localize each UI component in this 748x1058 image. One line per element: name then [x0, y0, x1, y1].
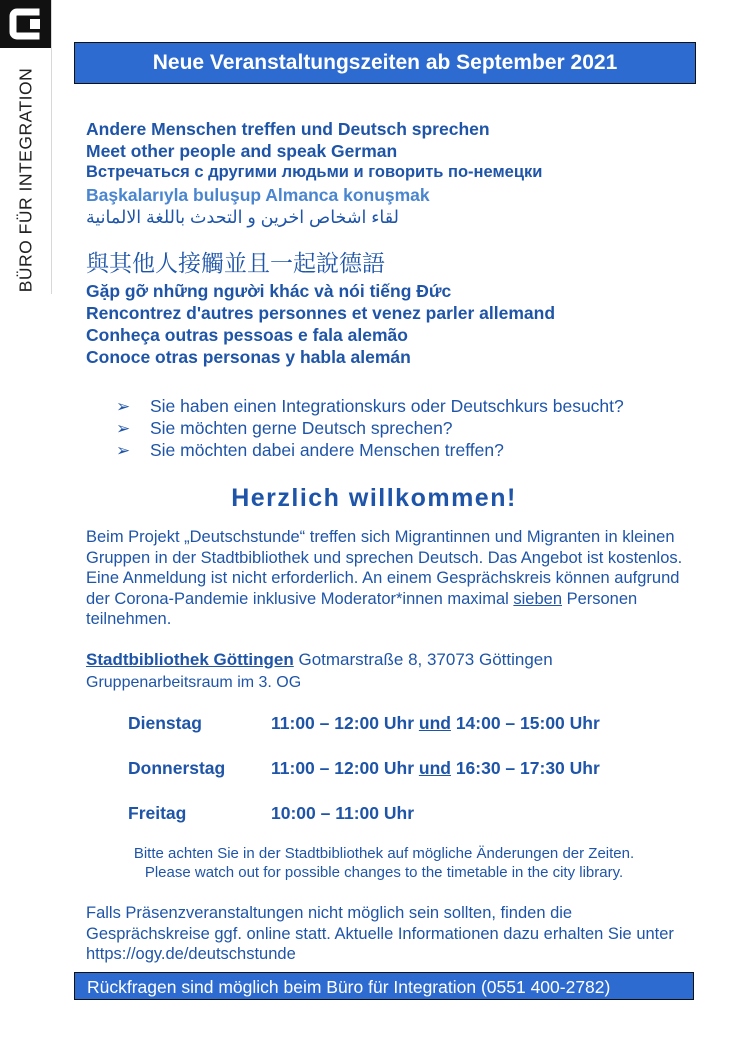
emphasis-seven: sieben: [513, 589, 562, 608]
bullet-item: [116, 418, 453, 439]
page-title: Neue Veranstaltungszeiten ab September 2021: [74, 42, 696, 84]
sidebar-label: BÜRO FÜR INTEGRATION: [15, 67, 36, 293]
arrow-icon: ➢: [116, 397, 131, 416]
greeting-spanish: Conoce otras personas y habla alemán: [86, 347, 411, 367]
greeting-vietnamese: Gặp gỡ những người khác và nói tiếng Đức: [86, 281, 452, 301]
bullet-text: Sie möchten dabei andere Menschen treffen?: [150, 440, 504, 460]
schedule-row: [0, 758, 748, 782]
schedule-row: [0, 713, 748, 737]
note-german: Bitte achten Sie in der Stadtbibliothek auf mögliche Änderungen der Zeiten.: [133, 845, 635, 862]
greeting-russian: Встречаться с другими людьми и говорить по-немецки: [86, 163, 543, 181]
greeting-turkish: Başkalarıyla buluşup Almanca konuşmak: [86, 185, 430, 205]
library-name: Stadtbibliothek Göttingen: [86, 650, 294, 669]
schedule-day: Dienstag: [128, 713, 202, 733]
note-english: Please watch out for possible changes to the timetable in the city library.: [144, 864, 624, 881]
schedule-row: [0, 803, 748, 827]
arrow-icon: ➢: [116, 441, 131, 460]
greeting-chinese: 與其他人接觸並且一起說德語: [86, 251, 385, 277]
arrow-icon: ➢: [116, 419, 131, 438]
description-paragraph: Beim Projekt „Deutschstunde“ treffen sich Migrantinnen und Migranten in kleinen Gruppen in der Stadtbibliothek und sprechen Deutsch. Das Angebot ist kostenlos. Eine Anmeldung ist nicht erforderlich. An einem Gesprächskreis können aufgrund der Corona-Pandemie inklusive Moderator*innen maximal sieben Personen teilnehmen.: [86, 528, 683, 628]
greeting-english: Meet other people and speak German: [86, 141, 398, 161]
c-logo-icon: [0, 0, 51, 48]
greeting-arabic: لقاء اشخاص اخرين و التحدث باللغة الالمانية: [86, 207, 399, 227]
greeting-german: Andere Menschen treffen und Deutsch sprechen: [86, 119, 490, 139]
contact-footer: Rückfragen sind möglich beim Büro für Integration (0551 400-2782): [74, 972, 694, 1000]
bullet-text: Sie haben einen Integrationskurs oder Deutschkurs besucht?: [150, 396, 624, 416]
library-address: Gotmarstraße 8, 37073 Göttingen: [293, 650, 553, 669]
bullet-item: [116, 440, 504, 461]
room-line: Gruppenarbeitsraum im 3. OG: [86, 674, 302, 691]
schedule-time: 11:00 – 12:00 Uhr und 14:00 – 15:00 Uhr: [271, 713, 600, 733]
bullet-text: Sie möchten gerne Deutsch sprechen?: [150, 418, 453, 438]
schedule-time: 11:00 – 12:00 Uhr und 16:30 – 17:30 Uhr: [271, 758, 600, 778]
online-info-paragraph: Falls Präsenzveranstaltungen nicht möglich sein sollten, finden die Gesprächskreise ggf. online statt. Aktuelle Informationen dazu erhalten Sie unter https://ogy.de/deutschstunde: [86, 904, 674, 963]
greeting-portuguese: Conheça outras pessoas e fala alemão: [86, 325, 408, 345]
bullet-item: [116, 396, 624, 417]
schedule-day: Donnerstag: [128, 758, 226, 778]
greeting-french: Rencontrez d'autres personnes et venez parler allemand: [86, 303, 556, 323]
schedule-day: Freitag: [128, 803, 187, 823]
welcome-heading: Herzlich willkommen!: [231, 484, 517, 512]
location-line: [86, 650, 553, 670]
schedule-time: 10:00 – 11:00 Uhr: [271, 803, 415, 823]
